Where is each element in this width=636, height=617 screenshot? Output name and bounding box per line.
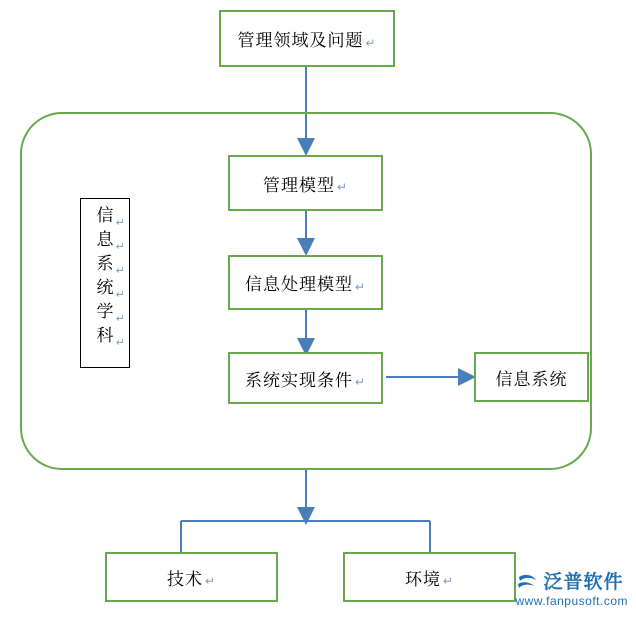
node-management-model[interactable]: [228, 155, 383, 211]
node-label: 信息处理模型: [244, 275, 353, 294]
paragraph-mark-icon: ↵: [115, 289, 125, 301]
brand-url: www.fanpusoft.com: [515, 594, 628, 609]
vertical-char: 统 ↵: [81, 276, 129, 300]
paragraph-mark-icon: ↵: [442, 574, 455, 588]
paragraph-mark-icon: ↵: [365, 35, 377, 50]
node-label: 环境: [404, 569, 441, 589]
paragraph-mark-icon: ↵: [115, 217, 125, 229]
paragraph-mark-icon: ↵: [354, 375, 367, 389]
node-label: 管理模型: [262, 175, 335, 195]
node-label: 技术: [166, 569, 203, 589]
paragraph-mark-icon: ↵: [204, 574, 217, 588]
node-information-system[interactable]: [474, 352, 589, 402]
brand-name-row: [515, 571, 628, 595]
node-label: 信息系统: [495, 369, 568, 389]
node-label: 管理领域及问题: [237, 31, 364, 50]
vertical-char: 息 ↵: [81, 228, 129, 252]
node-label: 系统实现条件: [244, 370, 353, 390]
paragraph-mark-icon: ↵: [336, 180, 349, 194]
vertical-char: 学 ↵: [81, 300, 129, 324]
brand-logo-icon: [515, 571, 539, 595]
node-information-processing-model[interactable]: [228, 255, 383, 310]
paragraph-mark-icon: ↵: [115, 313, 125, 325]
vertical-char: 科 ↵: [81, 324, 129, 348]
paragraph-mark-icon: ↵: [115, 241, 125, 253]
paragraph-mark-icon: ↵: [115, 265, 125, 277]
brand-name: 泛普软件: [543, 572, 624, 594]
node-management-domain-and-problems[interactable]: [219, 10, 395, 67]
vertical-char: 系 ↵: [81, 252, 129, 276]
paragraph-mark-icon: ↵: [115, 337, 125, 349]
node-technology[interactable]: [105, 552, 278, 602]
paragraph-mark-icon: ↵: [354, 279, 367, 294]
watermark: [515, 571, 628, 609]
vertical-char: 信 ↵: [81, 204, 129, 228]
node-system-implementation-conditions[interactable]: [228, 352, 383, 404]
vertical-label-information-system-discipline: [80, 198, 130, 368]
node-environment[interactable]: [343, 552, 516, 602]
